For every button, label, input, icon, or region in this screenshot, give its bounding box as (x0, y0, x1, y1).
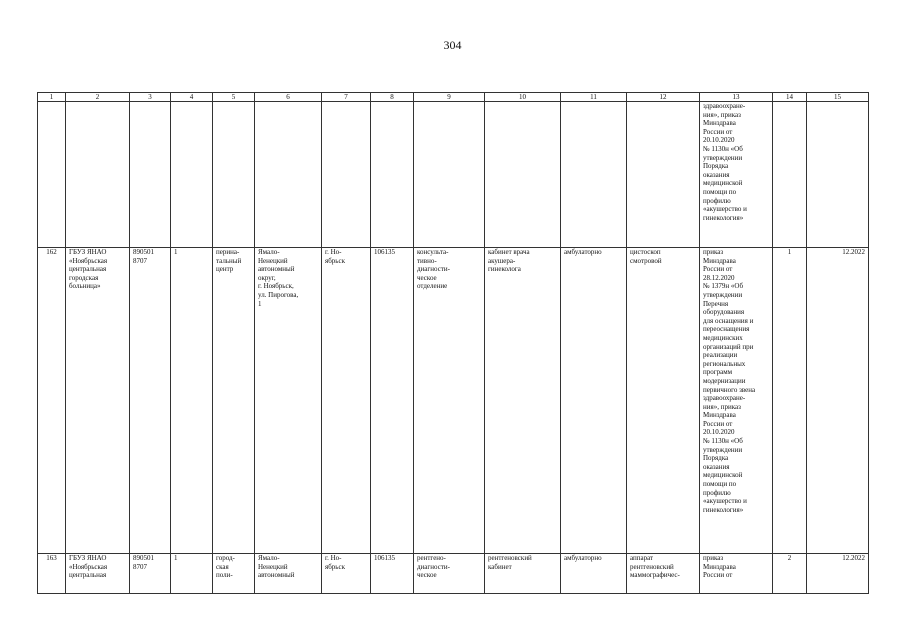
table-cell: Ямало- Ненецкий автономный (255, 554, 322, 594)
table-cell (255, 102, 322, 248)
table-cell (322, 102, 371, 248)
column-number: 14 (773, 93, 807, 102)
table-cell: 1 (171, 248, 213, 554)
table-row (38, 554, 869, 594)
table-cell: рентгеновский кабинет (485, 554, 561, 594)
table-cell (773, 102, 807, 248)
table-cell: приказ Минздрава России от (700, 554, 773, 594)
column-number: 3 (130, 93, 171, 102)
column-number: 4 (171, 93, 213, 102)
table-cell: амбулаторно (561, 554, 627, 594)
table-cell: консульта- тивно- диагности- ческое отделение (414, 248, 485, 554)
table-cell (171, 102, 213, 248)
table-cell: кабинет врача акушера- гинеколога (485, 248, 561, 554)
table-cell: 106135 (371, 554, 414, 594)
column-number: 8 (371, 93, 414, 102)
table-cell: аппарат рентгеновский маммографичес- (627, 554, 700, 594)
column-number: 7 (322, 93, 371, 102)
table-row (38, 102, 869, 248)
table-cell: перина- тальный центр (213, 248, 255, 554)
table-cell: приказ Минздрава России от 28.12.2020 № 1379н «Об утверждении Перечня оборудования для оснащения и переоснащения медицинских организаций при реализации региональных программ модернизации первичного звена здравоохране- ния», приказ Минздрава России от 20.10.2020 № 1130н «Об утверждении Порядка оказания медицинской помощи по профилю «акушерство и гинекология» (700, 248, 773, 554)
table-cell (371, 102, 414, 248)
table-cell (485, 102, 561, 248)
table-cell: 163 (38, 554, 66, 594)
table-cell: 106135 (371, 248, 414, 554)
page-number: 304 (443, 38, 462, 52)
table-row (38, 248, 869, 554)
table-cell: 12.2022 (807, 554, 869, 594)
column-number: 5 (213, 93, 255, 102)
table-cell (414, 102, 485, 248)
table-cell: здравоохране- ния», приказ Минздрава России от 20.10.2020 № 1130н «Об утверждении Порядка оказания медицинской помощи по профилю «акушерство и гинекология» (700, 102, 773, 248)
table-cell: 1 (171, 554, 213, 594)
table-cell (66, 102, 130, 248)
table-cell: цистоскоп смотровой (627, 248, 700, 554)
column-number: 11 (561, 93, 627, 102)
table-cell: ГБУЗ ЯНАО «Ноябрьская центральная (66, 554, 130, 594)
table-cell: 890501 8707 (130, 248, 171, 554)
table-cell: город- ская поли- (213, 554, 255, 594)
table-cell (627, 102, 700, 248)
column-number: 10 (485, 93, 561, 102)
table-cell (807, 102, 869, 248)
table-cell: г. Но- ябрьск (322, 554, 371, 594)
table-cell: 2 (773, 554, 807, 594)
table-cell: 890501 8707 (130, 554, 171, 594)
column-number-row (38, 93, 869, 102)
table-cell: Ямало- Ненецкий автономный округ, г. Ноябрьск, ул. Пирогова, 1 (255, 248, 322, 554)
table-cell (130, 102, 171, 248)
table-cell: амбулаторно (561, 248, 627, 554)
column-number: 1 (38, 93, 66, 102)
table-cell: ГБУЗ ЯНАО «Ноябрьская центральная городская больница» (66, 248, 130, 554)
column-number: 6 (255, 93, 322, 102)
table-cell (38, 102, 66, 248)
table-cell: 162 (38, 248, 66, 554)
table-cell: 1 (773, 248, 807, 554)
column-number: 15 (807, 93, 869, 102)
table-cell (561, 102, 627, 248)
column-number: 2 (66, 93, 130, 102)
column-number: 13 (700, 93, 773, 102)
table-cell: г. Но- ябрьск (322, 248, 371, 554)
column-number: 12 (627, 93, 700, 102)
table-cell (213, 102, 255, 248)
table-cell: 12.2022 (807, 248, 869, 554)
column-number: 9 (414, 93, 485, 102)
equipment-table (37, 92, 869, 594)
table-cell: рентгено- диагности- ческое (414, 554, 485, 594)
